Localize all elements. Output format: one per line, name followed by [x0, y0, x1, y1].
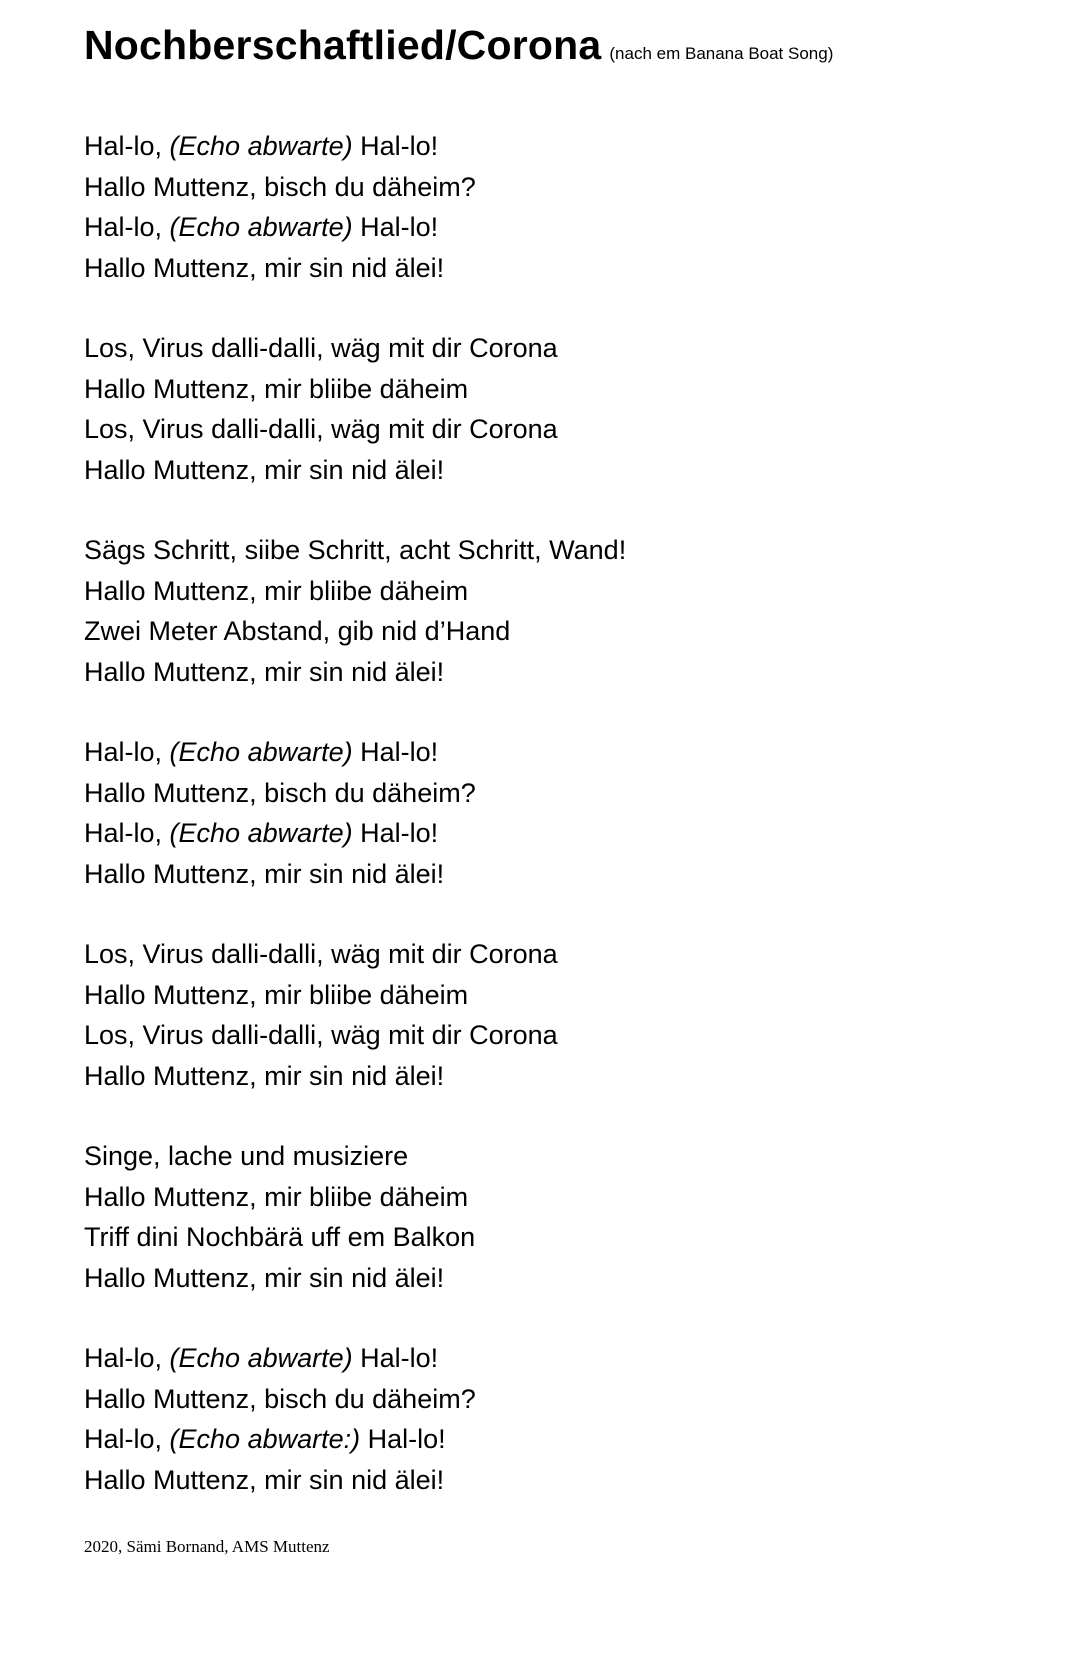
lyric-line: Hallo Muttenz, bisch du däheim?	[84, 171, 476, 202]
author-credit: 2020, Sämi Bornand, AMS Muttenz	[84, 1537, 330, 1556]
lyric-line: Hallo Muttenz, mir bliibe däheim	[84, 373, 469, 404]
lyric-line: Hal-lo, (Echo abwarte) Hal-lo!	[84, 1343, 439, 1373]
song-subtitle: (nach em Banana Boat Song)	[609, 44, 834, 63]
lyric-line: Hal-lo, (Echo abwarte) Hal-lo!	[84, 818, 439, 848]
lyric-line: Hallo Muttenz, mir bliibe däheim	[84, 1181, 469, 1212]
lyric-line: Triff dini Nochbärä uff em Balkon	[84, 1222, 476, 1252]
lyric-line: Hallo Muttenz, bisch du däheim?	[84, 1383, 476, 1414]
lyric-line: Hallo Muttenz, mir bliibe däheim	[84, 979, 469, 1010]
lyric-line: Zwei Meter Abstand, gib nid d’Hand	[84, 616, 511, 646]
echo-instruction: (Echo abwarte)	[169, 212, 353, 242]
lyric-line: Sägs Schritt, siibe Schritt, acht Schritt, Wand!	[84, 535, 627, 565]
lyrics	[84, 126, 1024, 1540]
lyric-line: Hallo Muttenz, mir sin nid älei!	[84, 1060, 445, 1091]
lyric-line: Hallo Muttenz, mir bliibe däheim	[84, 575, 469, 606]
lyric-line: Hallo Muttenz, mir sin nid älei!	[84, 252, 445, 283]
echo-instruction: (Echo abwarte:)	[169, 1424, 361, 1454]
lyric-line: Hallo Muttenz, mir sin nid älei!	[84, 1464, 445, 1495]
lyric-line: Los, Virus dalli-dalli, wäg mit dir Corona	[84, 1020, 558, 1050]
lyric-line: Hal-lo, (Echo abwarte) Hal-lo!	[84, 212, 439, 242]
stanza	[84, 934, 1024, 1096]
lyric-line: Los, Virus dalli-dalli, wäg mit dir Corona	[84, 414, 558, 444]
stanza	[84, 530, 1024, 692]
stanza	[84, 126, 1024, 288]
lyric-line: Hal-lo, (Echo abwarte:) Hal-lo!	[84, 1424, 446, 1454]
title-row	[84, 22, 833, 69]
lyric-line: Los, Virus dalli-dalli, wäg mit dir Corona	[84, 939, 558, 969]
lyric-line: Hallo Muttenz, mir sin nid älei!	[84, 1262, 445, 1293]
song-title: Nochberschaftlied/Corona	[84, 22, 602, 68]
lyric-line: Singe, lache und musiziere	[84, 1141, 409, 1171]
stanza	[84, 1136, 1024, 1298]
lyric-line: Hal-lo, (Echo abwarte) Hal-lo!	[84, 737, 439, 767]
lyric-line: Hallo Muttenz, mir sin nid älei!	[84, 454, 445, 485]
stanza	[84, 732, 1024, 894]
lyric-line: Hal-lo, (Echo abwarte) Hal-lo!	[84, 131, 439, 161]
lyric-line: Hallo Muttenz, mir sin nid älei!	[84, 656, 445, 687]
stanza	[84, 1338, 1024, 1500]
lyric-line: Hallo Muttenz, mir sin nid älei!	[84, 858, 445, 889]
lyric-line: Los, Virus dalli-dalli, wäg mit dir Corona	[84, 333, 558, 363]
echo-instruction: (Echo abwarte)	[169, 737, 353, 767]
lyric-line: Hallo Muttenz, bisch du däheim?	[84, 777, 476, 808]
stanza	[84, 328, 1024, 490]
echo-instruction: (Echo abwarte)	[169, 131, 353, 161]
echo-instruction: (Echo abwarte)	[169, 1343, 353, 1373]
echo-instruction: (Echo abwarte)	[169, 818, 353, 848]
